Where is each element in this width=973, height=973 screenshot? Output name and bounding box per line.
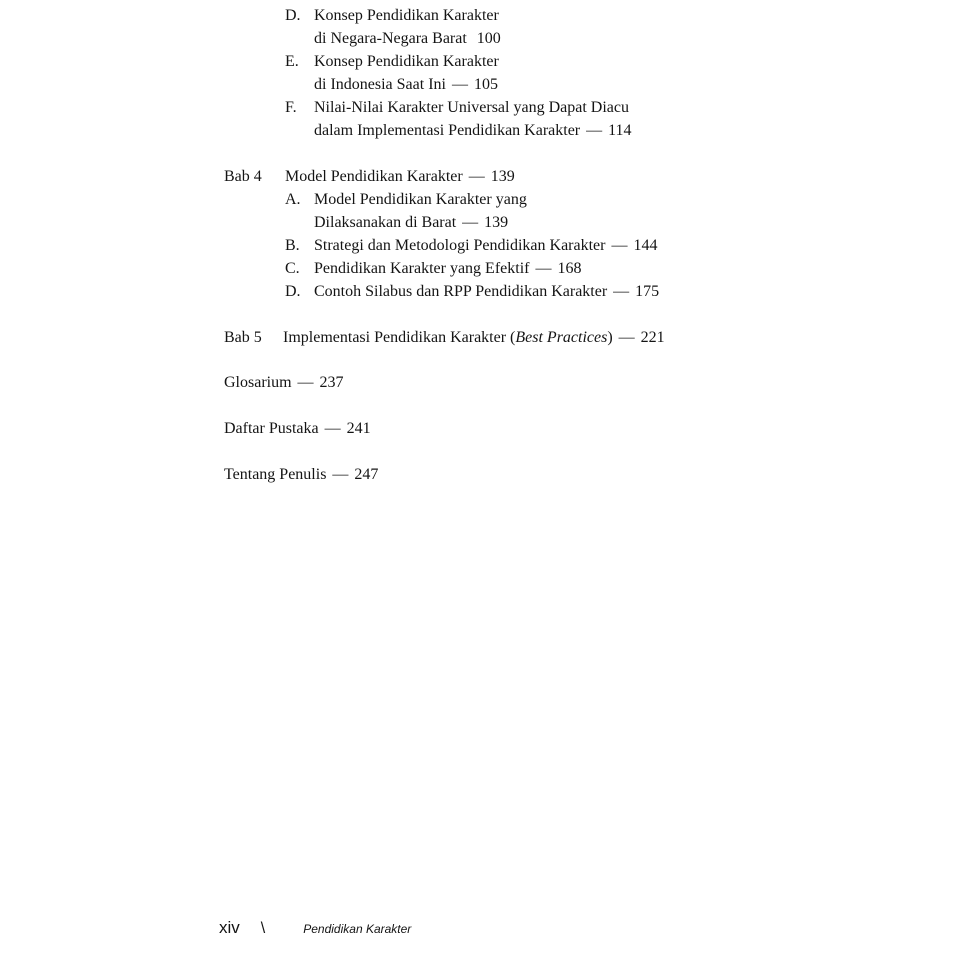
toc-page-number: 139	[490, 168, 515, 185]
toc-daftar-pustaka	[224, 419, 371, 439]
toc-item-letter: C.	[285, 260, 300, 277]
toc-chapter-title: Model Pendidikan Karakter	[285, 168, 463, 185]
toc-item-a-bab4	[285, 190, 527, 210]
toc-dash: —	[451, 76, 468, 93]
toc-item-text: dalam Implementasi Pendidikan Karakter	[314, 122, 581, 139]
footer-separator: \	[260, 920, 266, 937]
toc-item-text: di Indonesia Saat Ini	[314, 76, 446, 93]
toc-dash: —	[468, 168, 485, 185]
toc-dash: —	[462, 214, 479, 231]
toc-dash: —	[332, 466, 349, 483]
toc-chapter-bab5	[224, 328, 665, 348]
toc-dash: —	[613, 283, 630, 300]
toc-glosarium	[224, 373, 344, 393]
toc-item-c-bab4	[285, 259, 581, 279]
toc-item-letter: F.	[285, 99, 297, 116]
toc-item-letter: E.	[285, 53, 299, 70]
toc-chapter-label: Bab 5	[224, 329, 262, 346]
toc-item-e-bab3-cont	[314, 75, 498, 95]
toc-item-text: Pendidikan Karakter yang Efektif	[314, 260, 530, 277]
toc-page-number: 247	[354, 466, 379, 483]
toc-page-number: 168	[557, 260, 582, 277]
toc-dash: —	[535, 260, 552, 277]
toc-chapter-bab4	[224, 167, 515, 187]
toc-item-text: Strategi dan Metodologi Pendidikan Karakter	[314, 237, 606, 254]
toc-page-number: 100	[476, 30, 501, 47]
toc-dash: —	[586, 122, 603, 139]
toc-dash: —	[618, 329, 635, 346]
toc-item-text: Dilaksanakan di Barat	[314, 214, 457, 231]
toc-entry-title: Glosarium	[224, 374, 292, 391]
toc-item-letter: D.	[285, 7, 301, 24]
toc-item-letter: D.	[285, 283, 301, 300]
toc-page-number: 139	[484, 214, 509, 231]
toc-item-a-bab4-cont	[314, 213, 508, 233]
toc-page-number: 144	[633, 237, 658, 254]
toc-item-letter: B.	[285, 237, 300, 254]
toc-item-text: Konsep Pendidikan Karakter	[314, 53, 499, 70]
toc-item-text: Contoh Silabus dan RPP Pendidikan Karakter	[314, 283, 608, 300]
toc-item-letter: A.	[285, 191, 301, 208]
toc-item-e-bab3	[285, 52, 499, 72]
toc-page-number: 114	[608, 122, 632, 139]
toc-dash: —	[297, 374, 314, 391]
toc-page-number: 237	[319, 374, 344, 391]
toc-chapter-title-italic: Best Practices	[515, 329, 608, 346]
page-footer	[219, 918, 411, 938]
toc-item-f-bab3-cont	[314, 121, 632, 141]
footer-book-title: Pendidikan Karakter	[303, 922, 412, 936]
toc-dash: —	[611, 237, 628, 254]
toc-chapter-title: Implementasi Pendidikan Karakter (	[283, 329, 516, 346]
toc-item-text: di Negara-Negara Barat	[314, 30, 467, 47]
toc-entry-title: Tentang Penulis	[224, 466, 327, 483]
toc-entry-title: Daftar Pustaka	[224, 420, 319, 437]
toc-item-text: Model Pendidikan Karakter yang	[314, 191, 527, 208]
toc-chapter-title-close: )	[607, 329, 613, 346]
toc-item-f-bab3	[285, 98, 629, 118]
toc-item-d-bab3	[285, 6, 499, 26]
toc-page-number: 105	[473, 76, 498, 93]
toc-item-b-bab4	[285, 236, 657, 256]
toc-item-d-bab4	[285, 282, 659, 302]
toc-item-text: Konsep Pendidikan Karakter	[314, 7, 499, 24]
toc-chapter-label: Bab 4	[224, 168, 262, 185]
toc-item-d-bab3-cont	[314, 29, 501, 49]
toc-item-text: Nilai-Nilai Karakter Universal yang Dapat Diacu	[314, 99, 629, 116]
toc-page-number: 175	[635, 283, 660, 300]
toc-tentang-penulis	[224, 465, 378, 485]
footer-page-number: xiv	[219, 918, 240, 937]
toc-page-number: 221	[640, 329, 665, 346]
toc-page-number: 241	[346, 420, 371, 437]
toc-dash: —	[324, 420, 341, 437]
